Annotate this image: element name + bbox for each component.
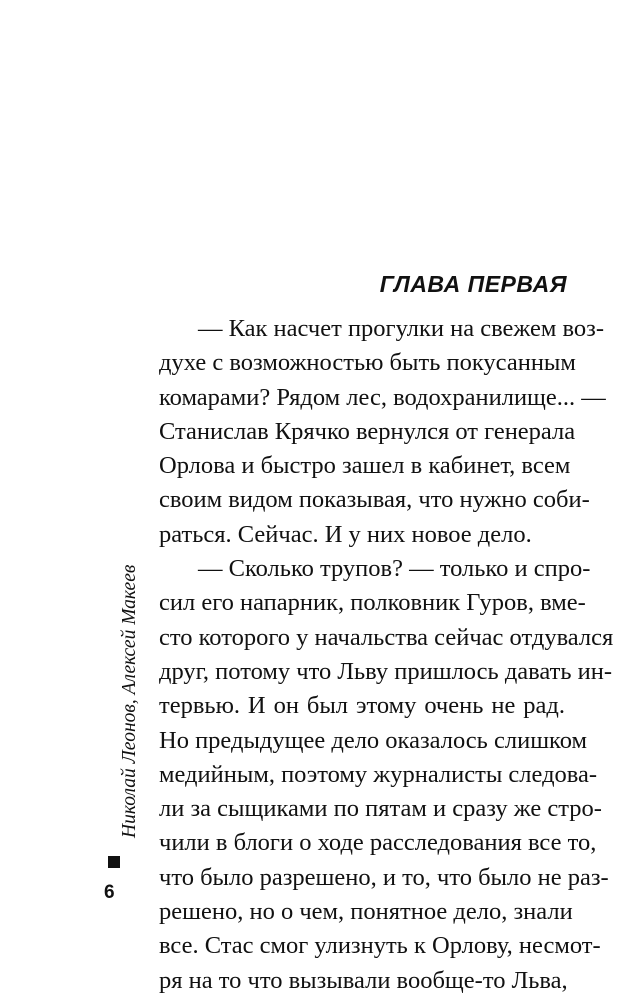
page-number: 6 bbox=[104, 882, 115, 903]
text-line: все. Стас смог улизнуть к Орлову, несмот- bbox=[159, 932, 601, 960]
text-line: Станислав Крячко вернулся от генерала bbox=[159, 417, 576, 445]
running-head: Николай Леонов, Алексей Макеев bbox=[119, 564, 140, 838]
text-line: чили в блоги о ходе расследования все то, bbox=[159, 829, 597, 857]
text-line: раться. Сейчас. И у них новое дело. bbox=[159, 520, 532, 548]
chapter-title: ГЛАВА ПЕРВАЯ bbox=[379, 271, 567, 297]
text-line: комарами? Рядом лес, водохранилище... — bbox=[159, 383, 606, 411]
page-marker-square bbox=[108, 856, 120, 868]
text-line: сто которого у начальства сейчас отдувался bbox=[159, 623, 614, 651]
text-line: друг, потому что Льву пришлось давать ин- bbox=[159, 657, 613, 685]
text-line: Орлова и быстро зашел в кабинет, всем bbox=[159, 452, 571, 480]
text-line: своим видом показывая, что нужно соби- bbox=[159, 486, 590, 514]
body-text bbox=[159, 312, 614, 998]
text-line: тервью. И он был этому очень не рад. bbox=[159, 692, 565, 720]
text-line: Но предыдущее дело оказалось слишком bbox=[159, 726, 588, 754]
text-line: духе с возможностью быть покусанным bbox=[159, 349, 576, 377]
text-line: — Сколько трупов? — только и спро- bbox=[198, 555, 591, 583]
text-line: что было разрешено, и то, что было не раз- bbox=[159, 863, 609, 891]
text-line: медийным, поэтому журналисты следова- bbox=[159, 760, 598, 788]
text-line: ря на то что вызывали вообще-то Льва, bbox=[159, 966, 568, 994]
text-line: сил его напарник, полковник Гуров, вме- bbox=[159, 589, 586, 617]
text-line: решено, но о чем, понятное дело, знали bbox=[159, 898, 573, 926]
text-line: ли за сыщиками по пятам и сразу же стро- bbox=[159, 795, 602, 823]
text-line: — Как насчет прогулки на свежем воз- bbox=[198, 315, 605, 342]
